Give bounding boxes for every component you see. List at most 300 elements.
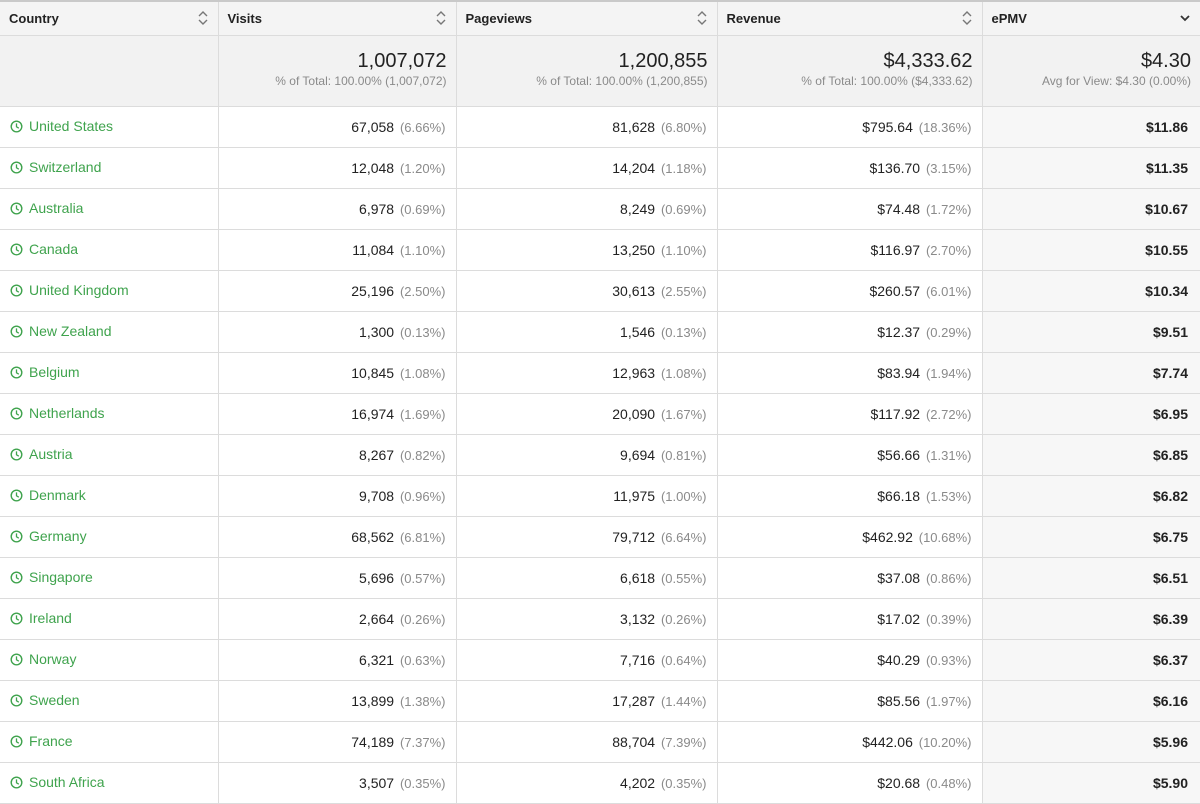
revenue-value: $260.57 [869,283,921,299]
country-cell [0,271,218,312]
revenue-cell [717,599,982,640]
country-link[interactable] [10,200,83,216]
pageviews-cell [456,476,717,517]
clock-icon [10,448,23,461]
visits-cell [218,353,456,394]
pageviews-cell [456,394,717,435]
pageviews-cell [456,517,717,558]
clock-icon [10,612,23,625]
pageviews-cell [456,148,717,189]
epmv-value: $7.74 [1152,365,1188,381]
revenue-cell [717,640,982,681]
visits-value: 25,196 [351,283,395,299]
total-value: 1,200,855 [618,50,708,72]
revenue-value: $20.68 [877,775,921,791]
pageviews-percent: (0.64%) [660,653,707,668]
pageviews-percent: (2.55%) [660,284,707,299]
table-row [0,353,1200,394]
revenue-cell [717,435,982,476]
clock-icon [10,735,23,748]
revenue-value: $37.08 [877,570,921,586]
visits-cell [218,599,456,640]
visits-value: 6,321 [359,652,395,668]
visits-value: 9,708 [359,488,395,504]
pageviews-value: 13,250 [612,242,656,258]
sort-updown-icon[interactable] [435,9,447,27]
epmv-value: $6.51 [1152,570,1188,586]
country-cell [0,435,218,476]
pageviews-percent: (1.00%) [660,489,707,504]
visits-value: 3,507 [359,775,395,791]
country-cell [0,312,218,353]
visits-value: 11,084 [352,242,395,258]
country-cell [0,476,218,517]
pageviews-percent: (1.44%) [660,694,707,709]
pageviews-percent: (7.39%) [660,735,707,750]
revenue-value: $12.37 [877,324,921,340]
visits-value: 6,978 [359,201,395,217]
pageviews-percent: (1.08%) [660,366,707,381]
revenue-value: $136.70 [869,160,921,176]
sort-updown-icon[interactable] [197,9,209,27]
epmv-value: $5.96 [1152,734,1188,750]
total-subtext: % of Total: 100.00% (1,200,855) [536,74,708,88]
totals-pageviews-cell [456,36,717,107]
visits-value: 5,696 [359,570,395,586]
total-subtext: % of Total: 100.00% (1,007,072) [275,74,447,88]
column-header-epmv[interactable] [982,1,1200,36]
clock-icon [10,489,23,502]
pageviews-cell [456,189,717,230]
revenue-value: $56.66 [877,447,921,463]
country-cell [0,763,218,804]
revenue-percent: (0.39%) [925,612,972,627]
epmv-value: $10.67 [1145,201,1188,217]
revenue-value: $85.56 [877,693,921,709]
revenue-percent: (0.86%) [925,571,972,586]
epmv-cell [982,353,1200,394]
revenue-value: $116.97 [870,242,921,258]
clock-icon [10,571,23,584]
country-cell [0,148,218,189]
country-cell [0,558,218,599]
table-row [0,148,1200,189]
table-row [0,271,1200,312]
country-cell [0,107,218,148]
country-name[interactable]: South Africa [29,774,105,791]
epmv-value: $9.51 [1152,324,1188,340]
visits-percent: (0.96%) [399,489,446,504]
total-value: 1,007,072 [357,50,447,72]
pageviews-value: 7,716 [620,652,656,668]
table-row [0,435,1200,476]
visits-cell [218,271,456,312]
revenue-percent: (18.36%) [918,120,972,135]
visits-percent: (1.69%) [399,407,446,422]
sort-updown-icon[interactable] [961,9,973,27]
country-link[interactable] [10,405,105,421]
pageviews-cell [456,599,717,640]
table-row [0,517,1200,558]
table-row [0,558,1200,599]
country-cell [0,517,218,558]
epmv-value: $6.95 [1152,406,1188,422]
country-link[interactable] [10,528,87,544]
column-header-label: ePMV [991,11,1027,26]
revenue-cell [717,681,982,722]
revenue-value: $442.06 [862,734,913,750]
clock-icon [10,202,23,215]
visits-percent: (0.35%) [399,776,446,791]
table-row [0,599,1200,640]
country-link[interactable] [10,282,129,298]
pageviews-value: 30,613 [612,283,656,299]
revenue-cell [717,517,982,558]
visits-value: 16,974 [351,406,395,422]
totals-revenue-cell [717,36,982,107]
visits-value: 68,562 [351,529,395,545]
table-row [0,722,1200,763]
country-link[interactable] [10,651,76,667]
totals-row [0,36,1200,107]
country-cell [0,599,218,640]
column-header-country[interactable] [0,1,218,36]
country-link[interactable] [10,733,73,749]
pageviews-percent: (6.80%) [660,120,707,135]
epmv-value: $10.55 [1145,242,1188,258]
epmv-value: $6.16 [1152,693,1188,709]
visits-percent: (1.38%) [399,694,446,709]
sort-updown-icon[interactable] [696,9,708,27]
revenue-percent: (0.93%) [925,653,972,668]
epmv-value: $11.86 [1145,119,1188,135]
country-link[interactable] [10,774,105,790]
revenue-cell [717,312,982,353]
country-link[interactable] [10,610,72,626]
pageviews-percent: (0.55%) [660,571,707,586]
epmv-value: $6.82 [1152,488,1188,504]
country-cell [0,353,218,394]
revenue-cell [717,558,982,599]
country-cell [0,681,218,722]
pageviews-value: 88,704 [612,734,656,750]
country-cell [0,640,218,681]
pageviews-value: 79,712 [612,529,656,545]
epmv-cell [982,394,1200,435]
epmv-cell [982,435,1200,476]
epmv-value: $6.85 [1152,447,1188,463]
table-row [0,189,1200,230]
country-name[interactable]: United States [29,118,114,135]
visits-cell [218,640,456,681]
revenue-cell [717,476,982,517]
visits-value: 8,267 [359,447,395,463]
clock-icon [10,776,23,789]
visits-percent: (7.37%) [399,735,446,750]
country-name[interactable]: Germany [29,528,87,545]
pageviews-value: 12,963 [612,365,656,381]
visits-cell [218,558,456,599]
clock-icon [10,120,23,133]
country-cell [0,189,218,230]
country-name[interactable]: Netherlands [29,405,105,422]
epmv-cell [982,681,1200,722]
revenue-percent: (1.72%) [925,202,972,217]
totals-visits-cell [218,36,456,107]
visits-value: 1,300 [359,324,395,340]
revenue-percent: (1.94%) [925,366,972,381]
country-name[interactable]: Switzerland [29,159,102,176]
pageviews-cell [456,722,717,763]
epmv-value: $5.90 [1152,775,1188,791]
revenue-cell [717,763,982,804]
pageviews-value: 3,132 [620,611,656,627]
pageviews-cell [456,640,717,681]
revenue-percent: (1.53%) [925,489,972,504]
revenue-cell [717,107,982,148]
visits-cell [218,107,456,148]
table-row [0,230,1200,271]
visits-percent: (0.82%) [399,448,446,463]
country-cell [0,394,218,435]
country-link[interactable] [10,118,113,134]
revenue-percent: (1.97%) [925,694,972,709]
country-name[interactable]: Australia [29,200,84,217]
visits-value: 13,899 [351,693,395,709]
epmv-cell [982,107,1200,148]
country-name[interactable]: Singapore [29,569,93,586]
pageviews-cell [456,230,717,271]
revenue-percent: (0.48%) [925,776,972,791]
visits-cell [218,763,456,804]
table-row [0,312,1200,353]
revenue-percent: (3.15%) [925,161,972,176]
pageviews-percent: (0.81%) [660,448,707,463]
table-row [0,394,1200,435]
pageviews-percent: (1.67%) [660,407,707,422]
country-name[interactable]: New Zealand [29,323,112,340]
visits-percent: (0.57%) [399,571,446,586]
clock-icon [10,284,23,297]
total-value: $4.30 [1140,50,1191,72]
pageviews-value: 9,694 [620,447,656,463]
epmv-value: $6.37 [1152,652,1188,668]
pageviews-percent: (0.26%) [660,612,707,627]
visits-cell [218,312,456,353]
pageviews-cell [456,763,717,804]
pageviews-percent: (0.69%) [660,202,707,217]
country-link[interactable] [10,241,78,257]
header-row [0,1,1200,36]
visits-cell [218,148,456,189]
pageviews-value: 4,202 [620,775,656,791]
revenue-percent: (2.72%) [925,407,972,422]
country-link[interactable] [10,487,86,503]
pageviews-cell [456,435,717,476]
table-row [0,640,1200,681]
totals-country-cell [0,36,218,107]
visits-cell [218,230,456,271]
visits-cell [218,189,456,230]
epmv-cell [982,312,1200,353]
visits-percent: (1.08%) [399,366,446,381]
revenue-value: $17.02 [877,611,921,627]
clock-icon [10,243,23,256]
visits-value: 2,664 [359,611,395,627]
country-name[interactable]: Denmark [29,487,86,504]
table-row [0,681,1200,722]
pageviews-cell [456,271,717,312]
pageviews-value: 81,628 [612,119,656,135]
country-cell [0,230,218,271]
visits-cell [218,681,456,722]
clock-icon [10,530,23,543]
revenue-value: $795.64 [862,119,913,135]
revenue-percent: (10.68%) [918,530,972,545]
revenue-value: $117.92 [870,406,921,422]
revenue-cell [717,722,982,763]
revenue-value: $66.18 [877,488,921,504]
pageviews-cell [456,312,717,353]
clock-icon [10,694,23,707]
visits-percent: (6.66%) [399,120,446,135]
revenue-percent: (6.01%) [925,284,972,299]
visits-cell [218,435,456,476]
chevron-down-icon[interactable] [1179,9,1191,27]
pageviews-value: 20,090 [612,406,656,422]
epmv-value: $6.39 [1152,611,1188,627]
visits-percent: (0.63%) [399,653,446,668]
column-header-visits[interactable] [218,1,456,36]
epmv-value: $6.75 [1152,529,1188,545]
visits-percent: (2.50%) [399,284,446,299]
pageviews-percent: (0.35%) [660,776,707,791]
revenue-cell [717,271,982,312]
country-link[interactable] [10,323,112,339]
column-header-revenue[interactable] [717,1,982,36]
revenue-value: $40.29 [877,652,921,668]
epmv-cell [982,763,1200,804]
column-header-pageviews[interactable] [456,1,717,36]
column-header-label: Country [9,11,59,26]
revenue-cell [717,230,982,271]
revenue-cell [717,189,982,230]
revenue-percent: (10.20%) [918,735,972,750]
visits-percent: (1.10%) [399,243,446,258]
visits-percent: (0.69%) [399,202,446,217]
country-name[interactable]: Sweden [29,692,80,709]
visits-value: 74,189 [351,734,395,750]
revenue-value: $74.48 [877,201,921,217]
clock-icon [10,325,23,338]
epmv-cell [982,722,1200,763]
epmv-cell [982,599,1200,640]
total-value: $4,333.62 [883,50,973,72]
revenue-cell [717,394,982,435]
pageviews-cell [456,681,717,722]
table-row [0,476,1200,517]
epmv-cell [982,148,1200,189]
pageviews-cell [456,107,717,148]
pageviews-percent: (6.64%) [660,530,707,545]
pageviews-percent: (0.13%) [660,325,707,340]
pageviews-cell [456,558,717,599]
revenue-percent: (1.31%) [925,448,972,463]
visits-cell [218,394,456,435]
visits-value: 67,058 [351,119,395,135]
pageviews-percent: (1.10%) [660,243,707,258]
country-name[interactable]: Canada [29,241,79,258]
country-link[interactable] [10,569,93,585]
visits-value: 12,048 [351,160,395,176]
total-subtext: % of Total: 100.00% ($4,333.62) [801,74,973,88]
column-header-label: Revenue [726,11,781,26]
pageviews-value: 17,287 [612,693,656,709]
pageviews-value: 14,204 [612,160,656,176]
country-link[interactable] [10,446,73,462]
clock-icon [10,407,23,420]
country-name[interactable]: Norway [29,651,77,668]
revenue-cell [717,148,982,189]
epmv-cell [982,640,1200,681]
table-row [0,107,1200,148]
revenue-value: $462.92 [862,529,913,545]
epmv-value: $11.35 [1145,160,1188,176]
epmv-cell [982,189,1200,230]
pageviews-cell [456,353,717,394]
country-name[interactable]: France [29,733,73,750]
epmv-cell [982,230,1200,271]
total-subtext: Avg for View: $4.30 (0.00%) [1042,74,1191,88]
epmv-cell [982,476,1200,517]
totals-epmv-cell [982,36,1200,107]
visits-percent: (0.13%) [399,325,446,340]
pageviews-percent: (1.18%) [660,161,707,176]
visits-cell [218,476,456,517]
column-header-label: Pageviews [465,11,532,26]
pageviews-value: 11,975 [613,488,656,504]
clock-icon [10,653,23,666]
table-row [0,763,1200,804]
visits-cell [218,517,456,558]
revenue-value: $83.94 [877,365,921,381]
visits-percent: (1.20%) [399,161,446,176]
revenue-percent: (2.70%) [925,243,972,258]
visits-cell [218,722,456,763]
country-link[interactable] [10,364,80,380]
revenue-percent: (0.29%) [925,325,972,340]
pageviews-value: 8,249 [620,201,656,217]
country-cell [0,722,218,763]
country-link[interactable] [10,692,80,708]
country-name[interactable]: United Kingdom [29,282,129,299]
country-link[interactable] [10,159,101,175]
epmv-cell [982,558,1200,599]
country-name[interactable]: Ireland [29,610,72,627]
epmv-value: $10.34 [1145,283,1188,299]
pageviews-value: 1,546 [620,324,656,340]
clock-icon [10,366,23,379]
epmv-cell [982,517,1200,558]
visits-value: 10,845 [351,365,395,381]
visits-percent: (6.81%) [399,530,446,545]
revenue-cell [717,353,982,394]
column-header-label: Visits [227,11,262,26]
country-name[interactable]: Belgium [29,364,80,381]
country-name[interactable]: Austria [29,446,73,463]
visits-percent: (0.26%) [399,612,446,627]
pageviews-value: 6,618 [620,570,656,586]
